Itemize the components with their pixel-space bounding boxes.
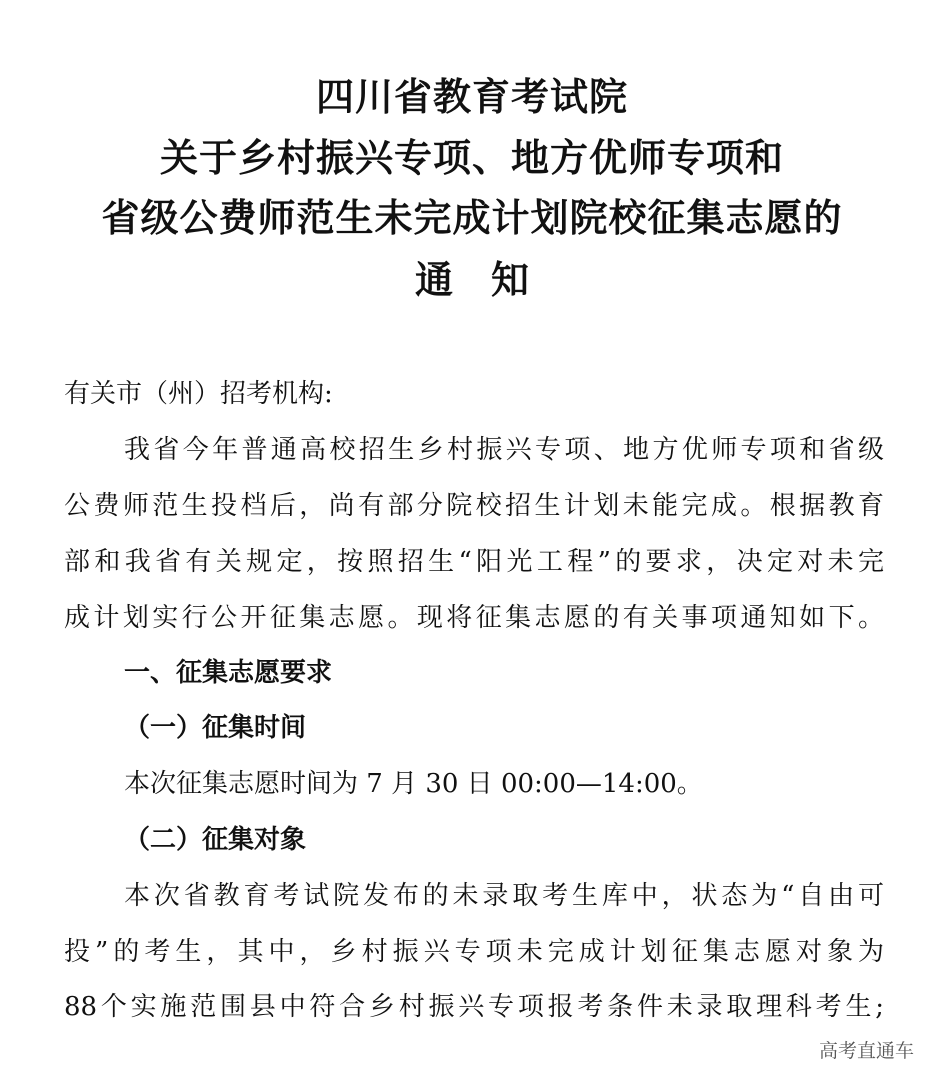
sub-2-heading: （二）征集对象 (124, 825, 307, 855)
title-line-4: 通 知 (414, 257, 529, 302)
paragraph-1-line-3: 部和我省有关规定，按照招生“阳光工程”的要求，决定对未完 (64, 547, 884, 577)
sub-1-text: 本次征集志愿时间为 7 月 30 日 00:00—14:00。 (124, 769, 703, 799)
sub-2-text-line-2: 投”的考生，其中，乡村振兴专项未完成计划征集志愿对象为 (64, 937, 884, 967)
sub-2-text-line-3: 88个实施范围县中符合乡村振兴专项报考条件未录取理科考生; (64, 992, 884, 1022)
sub-2-text-line-1: 本次省教育考试院发布的未录取考生库中，状态为“自由可 (124, 881, 884, 911)
watermark-text: 高考直通车 (818, 1040, 914, 1062)
paragraph-1-line-2: 公费师范生投档后，尚有部分院校招生计划未能完成。根据教育 (64, 491, 884, 521)
title-line-2: 关于乡村振兴专项、地方优师专项和 (159, 135, 784, 180)
paragraph-1-line-1: 我省今年普通高校招生乡村振兴专项、地方优师专项和省级 (124, 435, 884, 465)
section-1-heading: 一、征集志愿要求 (124, 658, 333, 688)
title-line-3: 省级公费师范生未完成计划院校征集志愿的 (101, 195, 843, 240)
title-line-1: 四川省教育考试院 (315, 74, 628, 119)
paragraph-1-line-4: 成计划实行公开征集志愿。现将征集志愿的有关事项通知如下。 (64, 603, 884, 633)
sub-1-heading: （一）征集时间 (124, 713, 307, 743)
salutation: 有关市（州）招考机构: (64, 379, 333, 409)
